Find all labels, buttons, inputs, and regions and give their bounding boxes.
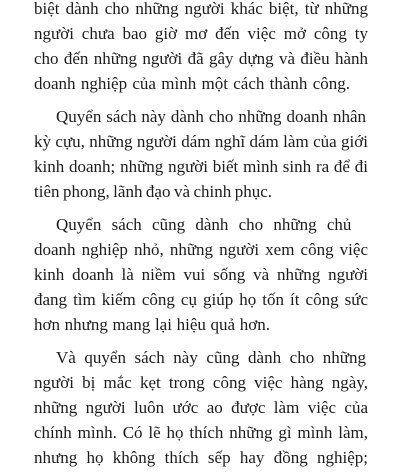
paragraph-4-line-3 bbox=[0, 398, 400, 424]
paragraph-1-line-2 bbox=[0, 24, 400, 50]
paragraph-4-line-1-text: Và quyển sách này cũng dành cho những bbox=[56, 348, 366, 367]
paragraph-3-line-5-text: hơn nhưng mang lại hiệu quả hơn. bbox=[34, 315, 270, 334]
paragraph-1-line-1 bbox=[0, 0, 400, 25]
paragraph-1-line-4-text: doanh nghiệp của mình một cách thành công. bbox=[34, 74, 350, 93]
paragraph-4-line-2 bbox=[0, 373, 400, 399]
paragraph-3-line-2 bbox=[0, 240, 400, 266]
paragraph-2-line-3 bbox=[0, 157, 400, 183]
paragraph-2-line-1-text: Quyển sách này dành cho những doanh nhân bbox=[56, 107, 366, 126]
paragraph-4-line-5 bbox=[0, 448, 400, 474]
paragraph-3-line-1-text: Quyển sách cũng dành cho những chủ bbox=[56, 215, 352, 234]
paragraph-1-line-4 bbox=[0, 74, 400, 100]
paragraph-3-line-5 bbox=[0, 315, 400, 341]
paragraph-4-line-3-text: những người luôn ước ao được làm việc của bbox=[34, 398, 368, 417]
paragraph-1-line-2-text: người chưa bao giờ mơ đến việc mở công ty bbox=[34, 24, 368, 43]
paragraph-2-line-4 bbox=[0, 182, 400, 208]
paragraph-1-line-3-text: cho đến những người đã gây dựng và điều hành bbox=[34, 49, 368, 68]
paragraph-4-line-5-text: nhưng họ không thích sếp hay đồng nghiệp; bbox=[34, 448, 368, 467]
paragraph-3-line-3-text: kinh doanh là niềm vui sống và những người bbox=[34, 265, 368, 284]
paragraph-2-line-2-text: kỳ cựu, những người dám nghĩ dám làm của giới bbox=[34, 132, 368, 151]
paragraph-4-line-4 bbox=[0, 423, 400, 449]
paragraph-4-line-1 bbox=[0, 348, 400, 374]
paragraph-3-line-4 bbox=[0, 290, 400, 316]
paragraph-3-line-2-text: doanh nghiệp nhỏ, những người xem công việc bbox=[34, 240, 368, 259]
paragraph-3-line-3 bbox=[0, 265, 400, 291]
paragraph-2-line-3-text: kinh doanh; những người biết mình sinh ra để đi bbox=[34, 157, 368, 176]
paragraph-1-line-1-text: biệt dành cho những người khác biệt, từ những bbox=[34, 0, 368, 18]
paragraph-2-line-2 bbox=[0, 132, 400, 158]
paragraph-4-line-4-text: chính mình. Có lẽ họ thích những gì mình làm, bbox=[34, 423, 368, 442]
paragraph-3-line-1 bbox=[0, 215, 400, 241]
paragraph-2-line-4-text: tiên phong, lãnh đạo và chinh phục. bbox=[34, 182, 272, 201]
paragraph-1-line-3 bbox=[0, 49, 400, 75]
paragraph-4-line-2-text: người bị mắc kẹt trong công việc hàng ngày, bbox=[34, 373, 368, 392]
paragraph-3-line-4-text: đang tìm kiếm công cụ giúp họ tốn ít công sức bbox=[34, 290, 368, 309]
paragraph-2-line-1 bbox=[0, 107, 400, 133]
